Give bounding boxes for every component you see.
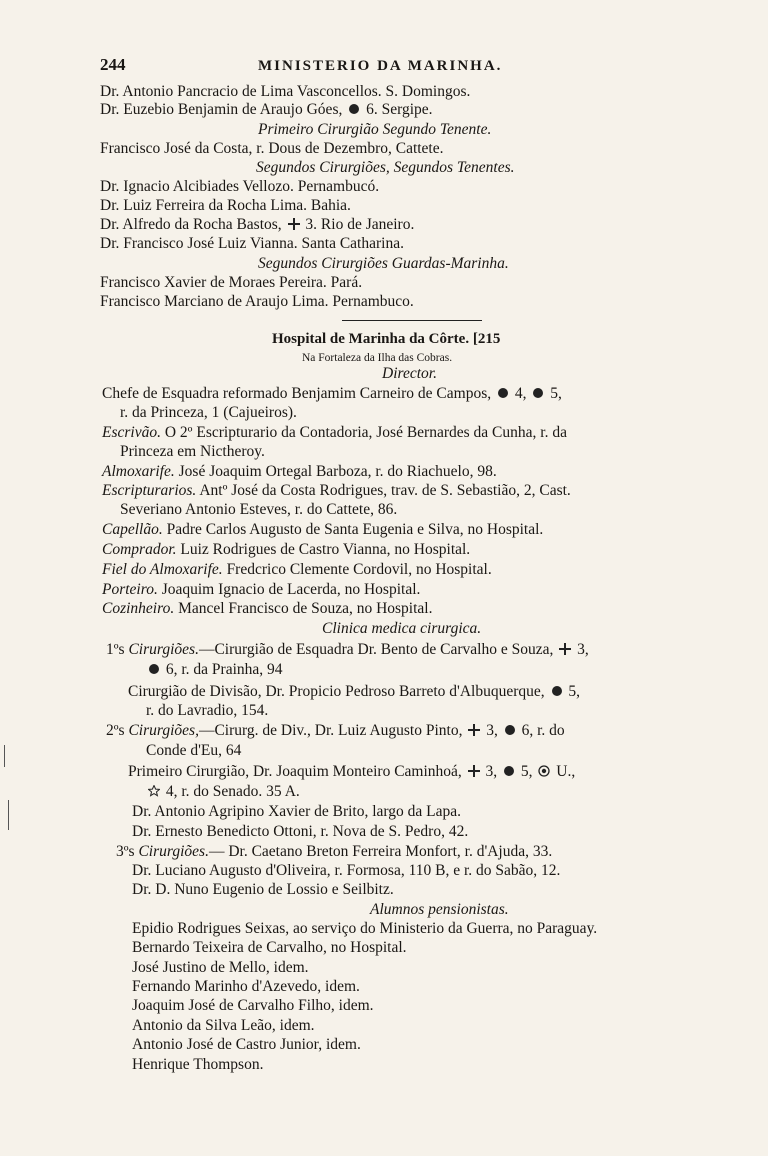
text-line: Dr. Euzebio Benjamin de Araujo Góes, 6. Sergipe. [100,101,433,118]
text-line: Severiano Antonio Esteves, r. do Cattete, 86. [120,501,398,518]
text-line: Dr. Luiz Ferreira da Rocha Lima. Bahia. [100,197,351,214]
cross-order-icon [468,724,480,736]
text-line: Dr. Ernesto Benedicto Ottoni, r. Nova de S. Pedro, 42. [132,823,469,840]
section-heading: Segundos Cirurgiões Guardas-Marinha. [258,255,509,272]
cross-order-icon [559,643,571,655]
text-line: Francisco Xavier de Moraes Pereira. Pará. [100,274,363,291]
page-number: 244 [100,55,126,74]
divider [342,320,482,321]
list-item: Epidio Rodrigues Seixas, ao serviço do Ministerio da Guerra, no Paraguay. [132,920,598,937]
text-line: 2ºs Cirurgiões,—Cirurg. de Div., Dr. Luiz Augusto Pinto, 3, 6, r. do [106,722,565,739]
text-line: r. da Princeza, 1 (Cajueiros). [120,404,297,421]
text-line: Escrivão. O 2º Escripturario da Contadoria, José Bernardes da Cunha, r. da [102,424,567,441]
text-line: Dr. Antonio Pancracio de Lima Vasconcellos. S. Domingos. [100,83,471,100]
section-heading: Director. [382,365,437,382]
list-item: Henrique Thompson. [132,1056,264,1073]
text-line: 3ºs Cirurgiões.— Dr. Caetano Breton Ferreira Monfort, r. d'Ajuda, 33. [116,843,553,860]
text-line: Dr. Luciano Augusto d'Oliveira, r. Formosa, 110 B, e r. do Sabão, 12. [132,862,561,879]
binding-mark [4,745,5,767]
text-line: Dr. Francisco José Luiz Vianna. Santa Catharina. [100,235,404,252]
text-line: Francisco Marciano de Araujo Lima. Pernambuco. [100,293,414,310]
star-order-icon [148,785,160,797]
text-line: Fiel do Almoxarife. Fredcrico Clemente Cordovil, no Hospital. [102,561,492,578]
order-medal-icon [148,663,160,675]
list-item: Fernando Marinho d'Azevedo, idem. [132,978,360,995]
text-line: Comprador. Luiz Rodrigues de Castro Vianna, no Hospital. [102,541,471,558]
text-line: Cirurgião de Divisão, Dr. Propicio Pedroso Barreto d'Albuquerque, 5, [128,683,581,700]
text-line: Dr. Antonio Agripino Xavier de Brito, largo da Lapa. [132,803,462,820]
list-item: Bernardo Teixeira de Carvalho, no Hospital. [132,939,407,956]
text-line: Chefe de Esquadra reformado Benjamim Carneiro de Campos, 4, 5, [102,385,562,402]
text-line: 6, r. da Prainha, 94 [146,661,283,679]
text-line: Almoxarife. José Joaquim Ortegal Barboza, r. do Riachuelo, 98. [102,463,497,480]
order-medal-icon [532,387,544,399]
text-line: Dr. Alfredo da Rocha Bastos, 3. Rio de Janeiro. [100,216,415,233]
section-heading: Primeiro Cirurgião Segundo Tenente. [258,121,492,138]
text-line: Conde d'Eu, 64 [146,742,242,759]
text-line: Cozinheiro. Mancel Francisco de Souza, no Hospital. [102,600,433,617]
text-line: Dr. Ignacio Alcibiades Vellozo. Pernambucó. [100,178,380,195]
text-line: 1ºs Cirurgiões.—Cirurgião de Esquadra Dr. Bento de Carvalho e Souza, 3, [106,641,589,658]
list-item: Antonio da Silva Leão, idem. [132,1017,315,1034]
order-medal-icon [504,724,516,736]
hospital-location: Na Fortaleza da Ilha das Cobras. [302,352,453,364]
binding-mark [8,800,9,830]
text-line: Escripturarios. Antº José da Costa Rodrigues, trav. de S. Sebastião, 2, Cast. [102,482,571,499]
text-line: r. do Lavradio, 154. [146,702,269,719]
order-medal-icon [503,765,515,777]
cross-order-icon [288,218,300,230]
order-medal-icon [551,685,563,697]
text-line: Porteiro. Joaquim Ignacio de Lacerda, no Hospital. [102,581,421,598]
list-item: Joaquim José de Carvalho Filho, idem. [132,997,374,1014]
text-line: Capellão. Padre Carlos Augusto de Santa Eugenia e Silva, no Hospital. [102,521,544,538]
list-item: José Justino de Mello, idem. [132,959,309,976]
text-line: Primeiro Cirurgião, Dr. Joaquim Monteiro Caminhoá, 3, 5, U., [128,763,576,780]
order-medal-icon [348,103,360,115]
rose-order-icon [538,765,550,777]
running-title: MINISTERIO DA MARINHA. [258,58,503,74]
text-line: Francisco José da Costa, r. Dous de Dezembro, Cattete. [100,140,444,157]
section-heading: Alumnos pensionistas. [370,901,509,918]
section-heading: Segundos Cirurgiões, Segundos Tenentes. [256,159,515,176]
list-item: Antonio José de Castro Junior, idem. [132,1036,361,1053]
order-medal-icon [497,387,509,399]
cross-order-icon [468,765,480,777]
text-line: Princeza em Nictheroy. [120,443,265,460]
section-heading: Clinica medica cirurgica. [322,620,482,637]
text-line: Dr. D. Nuno Eugenio de Lossio e Seilbitz. [132,881,394,898]
text-line: 4, r. do Senado. 35 A. [146,783,300,801]
hospital-title: Hospital de Marinha da Côrte. [215 [272,331,501,347]
